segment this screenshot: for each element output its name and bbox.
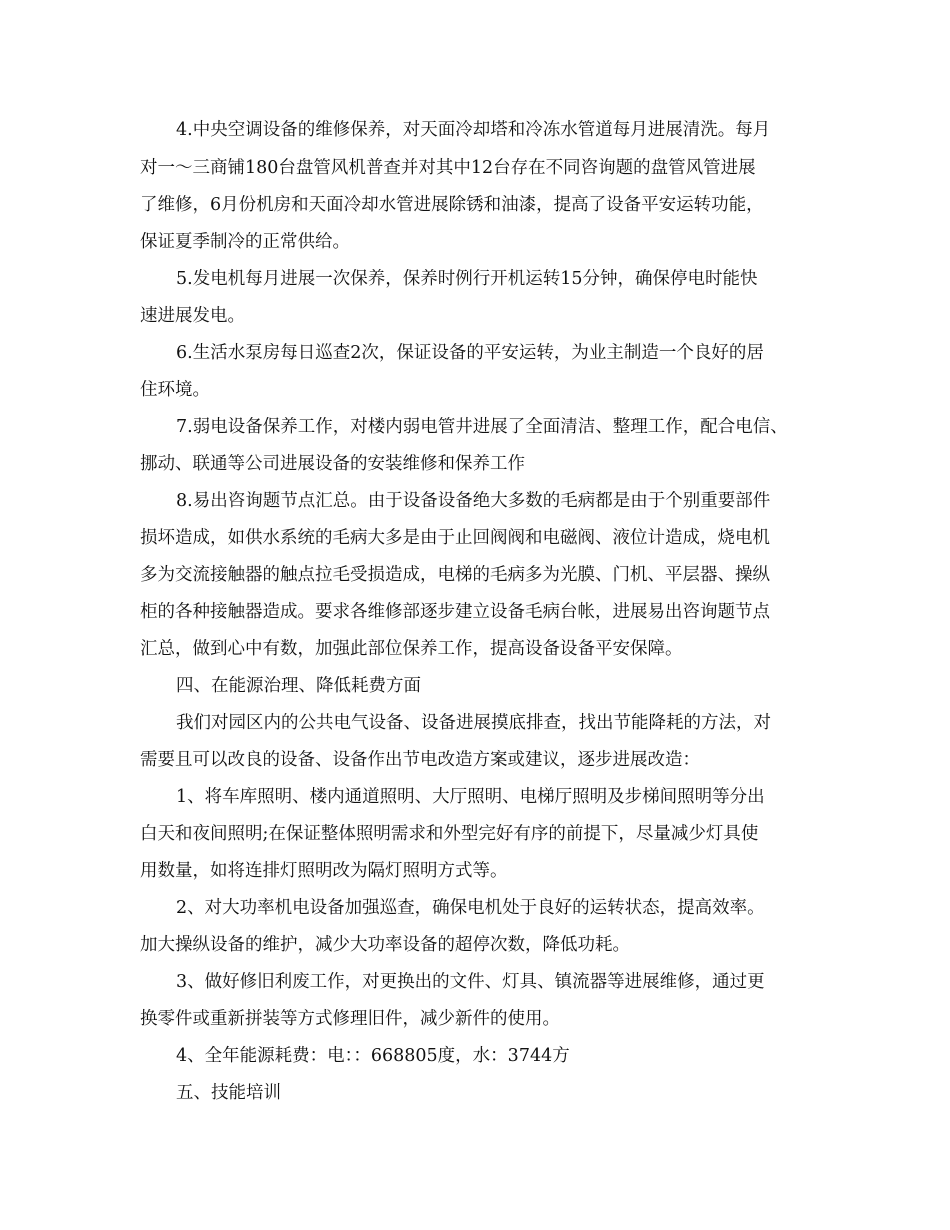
text-line: 保证夏季制冷的正常供给。 [140,232,350,252]
text-line: 多为交流接触器的触点拉毛受损造成，电梯的毛病多为光膜、门机、平层器、操纵 [140,565,770,585]
text-line: 7.弱电设备保养工作，对楼内弱电管井进展了全面清洁、整理工作，配合电信、 [176,417,788,437]
text-line: 3、做好修旧利废工作，对更换出的文件、灯具、镇流器等进展维修，通过更 [176,972,765,992]
text-line: 损坏造成，如供水系统的毛病大多是由于止回阀阀和电磁阀、液位计造成，烧电机 [140,528,770,548]
text-line: 换零件或重新拼装等方式修理旧件，减少新件的使用。 [140,1009,560,1029]
text-line: 2、对大功率机电设备加强巡查，确保电机处于良好的运转状态，提高效率。 [176,898,765,918]
section-heading: 四、在能源治理、降低耗费方面 [176,676,421,696]
text-line: 4、全年能源耗费：电：：668805度，水：3744方 [176,1046,570,1066]
text-line: 速进展发电。 [140,306,245,326]
text-line: 8.易出咨询题节点汇总。由于设备设备绝大多数的毛病都是由于个别重要部件 [176,491,771,511]
text-line: 白天和夜间照明;在保证整体照明需求和外型完好有序的前提下，尽量减少灯具使 [140,824,759,844]
text-line: 1、将车库照明、楼内通道照明、大厅照明、电梯厅照明及步梯间照明等分出 [176,787,765,807]
text-line: 4.中央空调设备的维修保养，对天面冷却塔和冷冻水管道每月进展清洗。每月 [176,120,771,140]
text-line: 对一～三商铺180台盘管风机普查并对其中12台存在不同咨询题的盘管风管进展 [140,158,756,178]
text-line: 汇总，做到心中有数，加强此部位保养工作，提高设备设备平安保障。 [140,639,683,659]
text-line: 了维修，6月份机房和天面冷却水管进展除锈和油漆，提高了设备平安运转功能， [140,195,764,215]
text-line: 柜的各种接触器造成。要求各维修部逐步建立设备毛病台帐，进展易出咨询题节点 [140,602,770,622]
text-line: 挪动、联通等公司进展设备的安装维修和保养工作 [140,454,525,474]
section-heading: 五、技能培训 [176,1083,281,1103]
text-line: 住环境。 [140,380,210,400]
text-line: 5.发电机每月进展一次保养，保养时例行开机运转15分钟，确保停电时能快 [176,269,758,289]
text-line: 我们对园区内的公共电气设备、设备进展摸底排查，找出节能降耗的方法，对 [176,713,771,733]
text-line: 6.生活水泵房每日巡查2次，保证设备的平安运转，为业主制造一个良好的居 [176,343,764,363]
text-line: 加大操纵设备的维护，减少大功率设备的超停次数，降低功耗。 [140,935,630,955]
text-line: 用数量，如将连排灯照明改为隔灯照明方式等。 [140,861,508,881]
text-line: 需要且可以改良的设备、设备作出节电改造方案或建议，逐步进展改造： [140,750,700,770]
